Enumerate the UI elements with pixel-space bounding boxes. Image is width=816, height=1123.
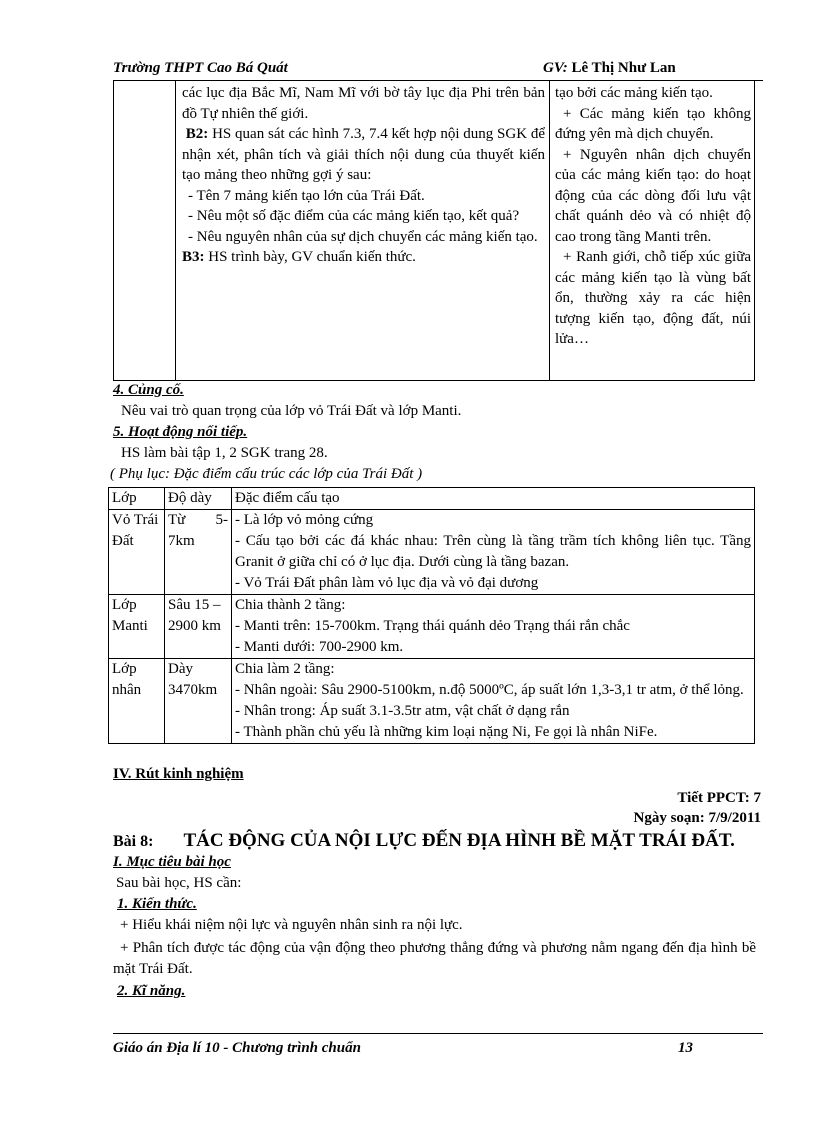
knowledge-item: + Phân tích được tác động của vận động theo phương thẳng đứng và phương nằm ngang đến địa hình bề mặt Trái Đất. [113, 940, 756, 977]
knowledge-line: + Ranh giới, chỗ tiếp xúc giữa các mảng kiến tạo là vùng bất ổn, thường xảy ra các hiện tượng kiến tạo, động đất, núi lửa… [555, 249, 751, 347]
section-5-title: 5. Hoạt động nối tiếp. [113, 424, 248, 440]
knowledge-title: 1. Kiến thức. [117, 896, 197, 912]
step-b2 [182, 124, 545, 186]
knowledge-line: tạo bởi các mảng kiến tạo. [555, 85, 713, 101]
activity-col-knowledge [550, 81, 755, 380]
knowledge-line: + Các mảng kiến tạo không đứng yên mà dịch chuyển. [555, 105, 751, 142]
layer-thickness: Sâu 15 – 2900 km [165, 595, 232, 659]
bullet-item: - Tên 7 mảng kiến tạo lớn của Trái Đất. [188, 187, 425, 204]
continued-line: các lục địa Bắc Mĩ, Nam Mĩ với bờ tây lục địa Phi trên bản đồ Tự nhiên thế giới. [182, 85, 545, 122]
knowledge-item: + Hiểu khái niệm nội lực và nguyên nhân sinh ra nội lực. [120, 917, 463, 933]
detail-line: - Manti trên: 15-700km. Trạng thái quánh dẻo Trạng thái rắn chắc [235, 618, 630, 634]
detail-line: - Vỏ Trái Đất phân làm vỏ lục địa và vỏ đại dương [235, 575, 539, 591]
section-iv-title: IV. Rút kinh nghiệm [113, 766, 244, 782]
section-5-text: HS làm bài tập 1, 2 SGK trang 28. [121, 445, 328, 461]
layer-details [232, 510, 755, 595]
section-4-title: 4. Củng cố. [113, 382, 184, 398]
teacher [543, 60, 676, 77]
detail-line: - Manti dưới: 700-2900 km. [235, 639, 404, 655]
bullet-item: - Nêu nguyên nhân của sự dịch chuyển các mảng kiến tạo. [188, 228, 538, 245]
skills-title: 2. Kĩ năng. [117, 983, 186, 999]
table-row [109, 595, 755, 659]
layer-thickness: Từ 5-7km [165, 510, 232, 595]
page-footer [113, 1040, 763, 1057]
col-header: Lớp [109, 488, 165, 510]
lesson-heading [113, 830, 735, 852]
table-header-row [109, 488, 755, 510]
teacher-label: GV: [543, 60, 568, 76]
detail-line: Chia làm 2 tầng: [235, 661, 335, 677]
activity-col-steps [176, 81, 550, 380]
table-row [109, 659, 755, 744]
table-row [109, 510, 755, 595]
lesson-number: Bài 8: [113, 833, 154, 850]
lesson-period: Tiết PPCT: 7 [677, 790, 761, 806]
lesson-title: TÁC ĐỘNG CỦA NỘI LỰC ĐẾN ĐỊA HÌNH BỀ MẶT TRÁI ĐẤT. [183, 830, 735, 851]
lesson-date: Ngày soạn: 7/9/2011 [633, 810, 761, 826]
step-b2-label: B2: [185, 126, 209, 142]
appendix-caption: ( Phụ lục: Đặc điểm cấu trúc các lớp của Trái Đất ) [110, 466, 423, 482]
layer-name: Vỏ Trái Đất [109, 510, 165, 595]
detail-line: - Cấu tạo bởi các đá khác nhau: Trên cùng là tầng trầm tích không liên tục. Tầng Granit ở giữa chỉ có ở lục địa. Dưới cùng là tầng bazan. [235, 533, 751, 570]
page-number: 13 [678, 1040, 693, 1056]
objectives-intro: Sau bài học, HS cần: [116, 875, 242, 891]
col-header: Độ dày [165, 488, 232, 510]
layer-details [232, 595, 755, 659]
detail-line: - Là lớp vỏ mỏng cứng [235, 512, 374, 528]
step-b2-text: HS quan sát các hình 7.3, 7.4 kết hợp nội dung SGK để nhận xét, phân tích và giải thích nội dung của thuyết kiến tạo mảng theo những gợi ý sau: [182, 126, 546, 183]
objectives-title: I. Mục tiêu bài học [113, 854, 231, 870]
section-4-text: Nêu vai trò quan trọng của lớp vỏ Trái Đất và lớp Manti. [121, 403, 462, 419]
detail-line: - Nhân trong: Áp suất 3.1-3.5tr atm, vật chất ở dạng rắn [235, 703, 570, 719]
detail-line: - Nhân ngoài: Sâu 2900-5100km, n.độ 5000ºC, áp suất lớn 1,3-3,1 tr atm, ở thể lỏng. [235, 682, 744, 698]
school-name: Trường THPT Cao Bá Quát [113, 60, 288, 76]
layer-name: Lớp Manti [109, 595, 165, 659]
layer-details [232, 659, 755, 744]
page-header [113, 60, 763, 80]
footer-rule [113, 1033, 763, 1034]
layer-name: Lớp nhân [109, 659, 165, 744]
detail-line: - Thành phần chủ yếu là những kim loại nặng Ni, Fe gọi là nhân NiFe. [235, 724, 658, 740]
layer-thickness: Dày 3470km [165, 659, 232, 744]
footer-title: Giáo án Địa lí 10 - Chương trình chuẩn [113, 1040, 361, 1056]
step-b3-label: B3: [182, 249, 205, 265]
bullet-item: - Nêu một số đặc điểm của các mảng kiến tạo, kết quả? [188, 208, 520, 224]
col-header: Đặc điểm cấu tạo [232, 488, 755, 510]
activity-col-empty [114, 81, 176, 380]
step-b3 [182, 247, 545, 268]
activity-table [113, 81, 755, 381]
earth-layers-table [108, 487, 755, 744]
step-b3-text: HS trình bày, GV chuẩn kiến thức. [208, 249, 416, 265]
knowledge-line: + Nguyên nhân dịch chuyển của các mảng kiến tạo: do hoạt động của các dòng đối lưu vật chất quánh dẻo và có nhiệt độ cao trong tầng Manti trên. [555, 146, 751, 245]
detail-line: Chia thành 2 tầng: [235, 597, 346, 613]
teacher-name: Lê Thị Như Lan [571, 60, 676, 76]
